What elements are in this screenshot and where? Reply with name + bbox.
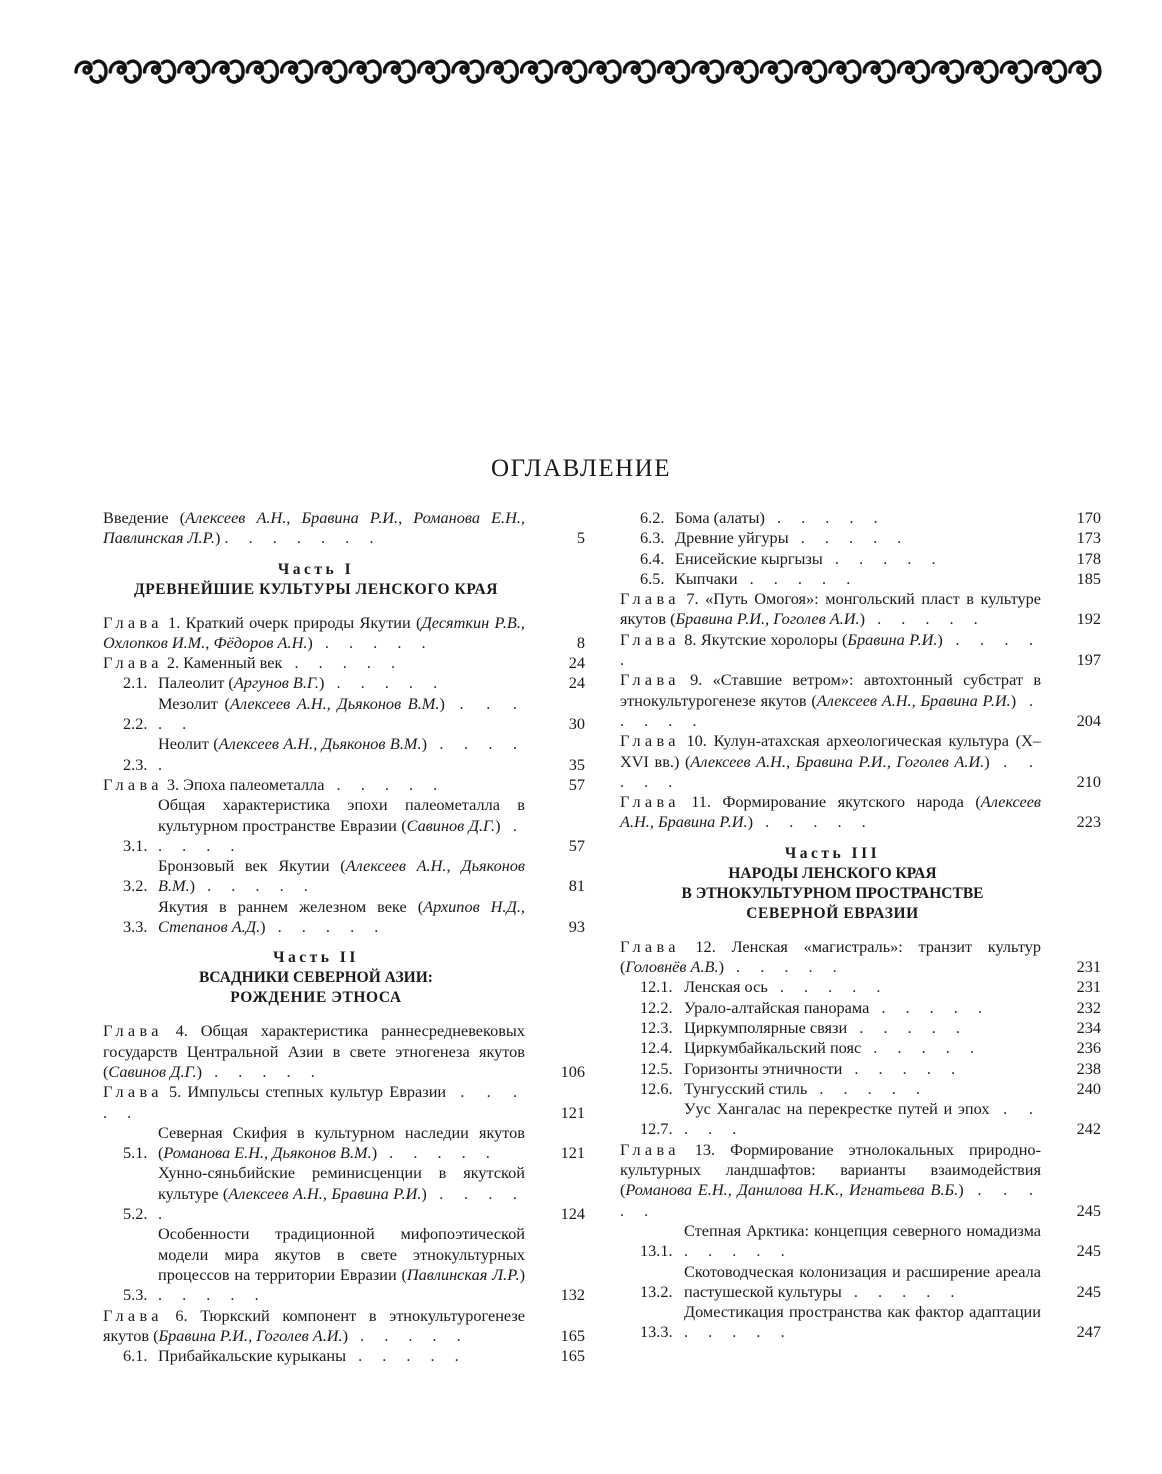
entry-authors: Павлинская Л.Р. <box>406 1264 520 1284</box>
part-title: СЕВЕРНОЙ ЕВРАЗИИ <box>746 904 919 922</box>
entry-number: 13.2. <box>640 1281 673 1301</box>
entry-number: 3.3. <box>123 917 148 937</box>
entry-page: 30 <box>568 714 585 734</box>
toc-entry[interactable] <box>620 1038 1101 1058</box>
leader-dots: . . . . . <box>377 1143 498 1163</box>
entry-title: Якутские хоролоры ( <box>696 629 848 649</box>
entry-page: 247 <box>1076 1322 1101 1342</box>
entry-number: 12.5. <box>640 1058 673 1078</box>
part-title: РОЖДЕНИЕ ЭТНОСА <box>230 989 402 1007</box>
entry-number: 3. <box>162 774 180 794</box>
entry-title: Уус Хангалас на перекрестке путей и эпох <box>684 1099 990 1119</box>
toc-entry[interactable] <box>620 569 1101 589</box>
entry-page: 173 <box>1076 528 1101 548</box>
entry-page: 178 <box>1076 548 1101 568</box>
chapter-prefix: Глава <box>620 792 680 812</box>
toc-entry[interactable]: 5.2. Хунно-сяньбийские реминисценции в якутской культуре (Алексеев А.Н., Бравина Р.И.) . . . . . 124 <box>123 1163 585 1224</box>
entry-title: Ленская ось <box>684 977 768 997</box>
entry-page: 121 <box>560 1102 585 1122</box>
entry-authors: Десяткин Р.В., Охлопков И.М., Фёдоров А.Н. <box>103 612 525 652</box>
entry-title: Общая характеристика эпохи палеометалла в культурном пространстве Евразии ( <box>158 795 525 835</box>
entry-number: 1. <box>162 612 181 632</box>
toc-entry[interactable]: 3.1. Общая характеристика эпохи палеометалла в культурном пространстве Евразии (Савинов Д.Г.) . . . . . 57 <box>123 795 585 855</box>
entry-title: Ленская «магистраль»: транзит культур ( <box>620 936 1042 977</box>
chapter-prefix: Глава <box>620 731 680 751</box>
entry-authors: Савинов Д.Г. <box>108 1061 197 1081</box>
entry-number: 2. <box>162 653 180 673</box>
leader-dots: . . . . . <box>767 977 889 997</box>
leader-dots: . . . . . <box>684 1322 793 1342</box>
toc-entry[interactable]: 5.3. Особенности традиционной мифопоэтической модели мира якутов в свете этнокультурных процессов на территории Евразии (Павлинская Л.Р.) . . . . . 132 <box>123 1224 585 1305</box>
entry-page: 192 <box>1076 609 1101 629</box>
toc-entry[interactable]: Глава 4. Общая характеристика раннесредневековых государств Центральной Азии в свете этногенеза якутов (Савинов Д.Г.) . . . . . 106 <box>103 1021 585 1081</box>
entry-number: 2.1. <box>123 673 148 693</box>
entry-title: Степная Арктика: концепция северного номадизма <box>684 1220 1041 1240</box>
chapter-prefix: Глава <box>103 774 163 794</box>
entry-title: Эпоха палеометалла <box>179 774 325 794</box>
entry-page: 132 <box>560 1285 585 1305</box>
page-title: ОГЛАВЛЕНИЕ <box>491 455 671 482</box>
entry-authors: Бравина Р.И., Гоголев А.И. <box>675 609 860 629</box>
toc-entry[interactable]: 3.2. Бронзовый век Якутии (Алексеев А.Н., Дьяконов В.М.) . . . . . 81 <box>123 856 585 896</box>
entry-page: 245 <box>1076 1200 1101 1220</box>
entry-number: 12.6. <box>640 1078 673 1098</box>
toc-list <box>103 1021 585 1366</box>
entry-authors: Алексеев А.Н., Бравина Р.И. <box>620 792 1041 832</box>
leader-dots: . . . . . <box>788 528 910 548</box>
leader-dots: . . . . . <box>158 815 525 855</box>
toc-list <box>620 937 1101 1343</box>
entry-title: Введение ( <box>103 508 186 527</box>
entry-page: 81 <box>568 876 585 896</box>
entry-page: 165 <box>560 1346 585 1366</box>
meander-ornament <box>74 55 1102 89</box>
chapter-prefix: Глава <box>620 1139 680 1159</box>
entry-page: 185 <box>1076 568 1101 588</box>
entry-authors: Алексеев А.Н., Бравина Р.И., Романова Е.Н., Павлинская Л.Р. <box>103 508 525 548</box>
entry-number: 7. <box>679 589 699 609</box>
entry-page: 197 <box>1076 650 1101 670</box>
toc-entry[interactable]: 2.3. Неолит (Алексеев А.Н., Дьяконов В.М.) . . . . . 35 <box>123 734 585 774</box>
toc-entry[interactable]: Глава 11. Формирование якутского народа (Алексеев А.Н., Бравина Р.И.) . . . . . 223 <box>620 792 1101 832</box>
chapter-prefix: Глава <box>103 1305 163 1325</box>
entry-title: Древние уйгуры <box>675 528 789 548</box>
entry-title: Урало-алтайская панорама <box>684 997 870 1017</box>
entry-number: 6.5. <box>640 568 665 588</box>
entry-title: Тунгусский стиль <box>684 1078 808 1098</box>
leader-dots: . . . . . <box>847 1017 968 1037</box>
part-heading <box>103 948 585 1008</box>
leader-dots: . . . . . <box>282 653 404 673</box>
entry-page: 231 <box>1076 957 1101 977</box>
toc-entry[interactable]: Глава 12. Ленская «магистраль»: транзит культур (Головнёв А.В.) . . . . . 231 <box>620 936 1101 977</box>
entry-number: 12.4. <box>640 1038 673 1058</box>
leader-dots: . . . . . <box>158 734 526 774</box>
entry-page: 165 <box>560 1325 585 1345</box>
toc-entry[interactable]: Глава 1. Краткий очерк природы Якутии (Десяткин Р.В., Охлопков И.М., Фёдоров А.Н.) . . . . . 8 <box>103 612 585 652</box>
entry-number: 13.1. <box>640 1241 673 1261</box>
entry-page: 204 <box>1076 710 1101 730</box>
entry-page: 93 <box>568 917 585 937</box>
leader-dots: . . . . . <box>202 1061 323 1081</box>
chapter-prefix: Глава <box>103 1021 163 1041</box>
entry-title: Кулун-атахская археологическая культура (X–XVI вв.) ( <box>620 731 1041 771</box>
toc-entry[interactable]: 3.3. Якутия в раннем железном веке (Архипов Н.Д., Степанов А.Д.) . . . . . 93 <box>123 896 585 937</box>
part-title: ДРЕВНЕЙШИЕ КУЛЬТУРЫ ЛЕНСКОГО КРАЯ <box>133 580 499 598</box>
leader-dots: . . . . . <box>620 629 1042 670</box>
toc-entry[interactable] <box>103 653 585 673</box>
entry-number: 5.2. <box>123 1204 148 1224</box>
entry-title: Прибайкальские курыканы <box>158 1346 347 1366</box>
chapter-prefix: Глава <box>620 589 680 609</box>
entry-title: Каменный век <box>179 653 283 673</box>
entry-authors: Алексеев А.Н., Бравина Р.И., Гоголев А.И. <box>690 751 985 771</box>
entry-page: 245 <box>1076 1281 1101 1301</box>
leader-dots: . . . . . . . <box>224 528 382 548</box>
entry-page: 124 <box>560 1204 585 1224</box>
toc-entry[interactable]: Глава 6. Тюркский компонент в этнокультурогенезе якутов (Бравина Р.И., Гоголев А.И.) . . . . . 165 <box>103 1305 585 1345</box>
entry-authors: Савинов Д.Г. <box>406 815 496 835</box>
entry-number: 3.2. <box>123 876 148 896</box>
entry-authors: Романова Е.Н., Дьяконов В.М. <box>163 1143 372 1163</box>
entry-number: 5. <box>162 1082 182 1102</box>
entry-number: 9. <box>679 670 703 690</box>
toc-list <box>103 613 585 938</box>
toc-entry[interactable] <box>620 977 1101 997</box>
entry-authors: Романова Е.Н., Данилова Н.К., Игнатьева В.Б. <box>625 1180 959 1200</box>
entry-title: Доместикация пространства как фактор адаптации <box>684 1302 1041 1322</box>
toc-entry[interactable]: Глава 10. Кулун-атахская археологическая культура (X–XVI вв.) (Алексеев А.Н., Бравина Р.И., Гоголев А.И.) . . . . . 210 <box>620 731 1101 791</box>
toc-entry-intro[interactable]: Введение (Алексеев А.Н., Бравина Р.И., Романова Е.Н., Павлинская Л.Р.) . . . . . . . 5 <box>103 508 585 548</box>
entry-title: Скотоводческая колонизация и расширение ареала пастушеской культуры <box>684 1261 1041 1301</box>
toc-entry[interactable] <box>620 549 1101 569</box>
entry-authors: Алексеев А.Н., Дьяконов В.М. <box>218 734 422 754</box>
chapter-prefix: Глава <box>103 653 163 673</box>
toc-entry[interactable]: 5.1. Северная Скифия в культурном наследии якутов (Романова Е.Н., Дьяконов В.М.) . . . . . 121 <box>123 1122 585 1163</box>
leader-dots: . . . . . <box>346 1346 467 1366</box>
entry-number: 6.3. <box>640 528 665 548</box>
entry-title: Особенности традиционной мифопоэтической модели мира якутов в свете этнокультурных процессов на территории Евразии ( <box>158 1224 525 1284</box>
entry-number: 13.3. <box>640 1322 673 1342</box>
entry-authors: Бравина Р.И. <box>847 629 938 649</box>
entry-number: 12.3. <box>640 1017 673 1037</box>
entry-number: 12.1. <box>640 977 673 997</box>
entry-number: 10. <box>679 731 707 751</box>
entry-title: Енисейские кыргызы <box>675 548 823 568</box>
entry-page: 5 <box>576 528 585 548</box>
entry-authors: Бравина Р.И., Гоголев А.И. <box>158 1325 343 1345</box>
chapter-prefix: Глава <box>620 629 680 649</box>
toc-entry[interactable] <box>620 528 1101 548</box>
toc-entry[interactable] <box>620 1079 1101 1099</box>
entry-title: Мезолит ( <box>158 693 230 713</box>
toc-entry[interactable] <box>620 1302 1101 1343</box>
entry-number: 3.1. <box>123 835 148 855</box>
entry-page: 232 <box>1076 997 1101 1017</box>
entry-page: 57 <box>568 835 585 855</box>
entry-number: 5.3. <box>123 1285 148 1305</box>
leader-dots: . . . . . <box>158 1285 267 1305</box>
toc-entry[interactable]: Глава 9. «Ставшие ветром»: автохтонный субстрат в этнокультурогенезе якутов (Алексеев А.Н., Бравина Р.И.) . . . . . 204 <box>620 670 1101 730</box>
entry-page: 238 <box>1076 1058 1101 1078</box>
leader-dots: . . . . . <box>764 508 886 527</box>
toc-entry[interactable] <box>620 1059 1101 1079</box>
entry-page: 240 <box>1076 1078 1101 1098</box>
toc-entry[interactable] <box>620 508 1101 528</box>
toc-entry[interactable] <box>620 1262 1101 1303</box>
entry-title: Циркумбайкальский пояс <box>684 1038 862 1058</box>
entry-number: 6.1. <box>123 1346 148 1366</box>
entry-number: 12.2. <box>640 997 673 1017</box>
toc-entry[interactable] <box>103 1082 585 1123</box>
leader-dots: . . . . . <box>348 1325 469 1345</box>
toc-left-column <box>103 508 585 1366</box>
chapter-prefix: Глава <box>620 670 680 690</box>
entry-page: 231 <box>1076 977 1101 997</box>
entry-authors: Алексеев А.Н., Дьяконов В.М. <box>229 693 440 713</box>
entry-title: Формирование якутского народа ( <box>711 792 981 812</box>
entry-title: Бома (алаты) <box>675 508 765 527</box>
leader-dots: . . . . . <box>620 690 1042 730</box>
toc-entry[interactable]: Глава 8. Якутские хоролоры (Бравина Р.И.) . . . . . 197 <box>620 629 1101 670</box>
leader-dots: . . . . . <box>265 917 387 937</box>
entry-page: 245 <box>1076 1241 1101 1261</box>
leader-dots: . . . . . <box>684 1241 793 1261</box>
entry-page: 121 <box>560 1143 585 1163</box>
leader-dots: . . . . . <box>807 1078 928 1098</box>
entry-number: 6. <box>162 1305 188 1325</box>
entry-number: 12. <box>679 936 716 956</box>
leader-dots: . . . . . <box>822 548 944 568</box>
toc-entry[interactable] <box>620 998 1101 1018</box>
leader-dots: . . . . . <box>158 1183 525 1224</box>
toc-entry[interactable] <box>620 1018 1101 1038</box>
entry-title: Бронзовый век Якутии ( <box>158 856 346 876</box>
toc-entry[interactable] <box>103 1346 585 1366</box>
entry-title: Северная Скифия в культурном наследии якутов ( <box>158 1122 525 1163</box>
part-title: НАРОДЫ ЛЕНСКОГО КРАЯ <box>728 864 937 882</box>
entry-title: Горизонты этничности <box>684 1058 843 1078</box>
leader-dots: . . . . . <box>861 1038 982 1058</box>
leader-dots: . . . . . <box>312 632 434 652</box>
part-heading <box>103 560 585 600</box>
entry-number: 2.3. <box>123 754 148 774</box>
entry-page: 210 <box>1076 771 1101 791</box>
entry-title: Тюркский компонент в этнокультурогенезе якутов ( <box>103 1305 526 1345</box>
entry-page: 242 <box>1076 1119 1101 1139</box>
entry-title: «Путь Омогоя»: монгольский пласт в культуре якутов ( <box>620 589 1041 629</box>
entry-authors: Алексеев А.Н., Бравина Р.И. <box>816 690 1011 710</box>
toc-entry[interactable] <box>103 775 585 795</box>
part-label: Часть III <box>784 844 881 862</box>
toc-entry[interactable] <box>620 1221 1101 1262</box>
entry-page: 223 <box>1076 812 1101 832</box>
entry-authors: Аргунов В.Г. <box>233 673 320 693</box>
toc-list <box>620 508 1101 833</box>
chapter-prefix: Глава <box>103 1082 163 1102</box>
entry-title: Хунно-сяньбийские реминисценции в якутской культуре ( <box>158 1163 525 1203</box>
part-heading <box>620 844 1101 924</box>
entry-authors: Алексеев А.Н., Дьяконов В.М. <box>158 856 525 896</box>
leader-dots: . . . . . <box>865 609 986 629</box>
entry-title: Краткий очерк природы Якутии ( <box>180 612 422 632</box>
leader-dots: . . . . . <box>842 1058 964 1078</box>
entry-title: Неолит ( <box>158 734 219 754</box>
leader-dots: . . . . . <box>869 997 990 1017</box>
leader-dots: . . . . . <box>324 673 446 693</box>
entry-number: 5.1. <box>123 1143 148 1163</box>
entry-number: 13. <box>679 1139 716 1159</box>
entry-number: 11. <box>679 792 712 812</box>
entry-authors: Алексеев А.Н., Бравина Р.И. <box>228 1183 422 1203</box>
entry-title: Кыпчаки <box>675 568 738 588</box>
entry-number: 12.7. <box>640 1119 673 1139</box>
entry-page: 8 <box>576 632 585 652</box>
toc-entry[interactable]: Глава 7. «Путь Омогоя»: монгольский пласт в культуре якутов (Бравина Р.И., Гоголев А.И.) . . . . . 192 <box>620 589 1101 629</box>
entry-page: 234 <box>1076 1017 1101 1037</box>
toc-entry[interactable]: Глава 13. Формирование этнолокальных природно-культурных ландшафтов: варианты взаимодействия (Романова Е.Н., Данилова Н.К., Игнатьева В.Б.) . . . . . 245 <box>620 1139 1101 1220</box>
entry-number: 8. <box>679 629 697 649</box>
chapter-prefix: Глава <box>620 936 680 956</box>
leader-dots: . . . . . <box>324 774 446 794</box>
entry-page: 57 <box>568 774 585 794</box>
leader-dots: . . . . . <box>103 1082 526 1122</box>
leader-dots: . . . . . <box>737 568 859 588</box>
toc-right-column <box>620 508 1101 1343</box>
entry-title: «Ставшие ветром»: автохтонный субстрат в этнокультурогенезе якутов ( <box>620 670 1042 710</box>
part-label: Часть II <box>273 949 359 967</box>
chapter-prefix: Глава <box>103 612 163 632</box>
entry-authors: Головнёв А.В. <box>625 957 719 977</box>
part-label: Часть I <box>277 560 355 578</box>
entry-title: Импульсы степных культур Евразии <box>181 1082 447 1102</box>
entry-title: Палеолит ( <box>158 673 234 693</box>
entry-title: Общая характеристика раннесредневековых государств Центральной Азии в свете этногенеза якутов ( <box>103 1021 526 1081</box>
leader-dots: . . . . . <box>841 1281 963 1301</box>
entry-page: 35 <box>568 754 585 774</box>
entry-title: Якутия в раннем железном веке ( <box>158 896 424 916</box>
toc-entry[interactable] <box>620 1099 1101 1140</box>
leader-dots: . . . . . <box>158 693 526 734</box>
entry-page: 106 <box>560 1061 585 1081</box>
leader-dots: . . . . . <box>723 957 845 977</box>
toc-entry[interactable]: 2.2. Мезолит (Алексеев А.Н., Дьяконов В.М.) . . . . . 30 <box>123 693 585 734</box>
leader-dots: . . . . . <box>684 1099 1041 1139</box>
toc-entry[interactable]: 2.1. Палеолит (Аргунов В.Г.) . . . . . 24 <box>123 673 585 693</box>
entry-page: 24 <box>568 653 585 673</box>
entry-page: 24 <box>568 673 585 693</box>
part-title: В ЭТНОКУЛЬТУРНОМ ПРОСТРАНСТВЕ <box>681 884 984 902</box>
leader-dots: . . . . . <box>753 812 874 832</box>
entry-number: 6.2. <box>640 508 665 527</box>
part-title: ВСАДНИКИ СЕВЕРНОЙ АЗИИ: <box>199 969 433 987</box>
entry-number: 2.2. <box>123 714 148 734</box>
entry-page: 236 <box>1076 1038 1101 1058</box>
entry-page: 170 <box>1076 508 1101 527</box>
leader-dots: . . . . . <box>620 1180 1041 1220</box>
entry-number: 6.4. <box>640 548 665 568</box>
leader-dots: . . . . . <box>620 751 1041 791</box>
entry-title: Формирование этнолокальных природно-культурных ландшафтов: варианты взаимодействия ( <box>620 1139 1041 1200</box>
leader-dots: . . . . . <box>195 876 316 896</box>
entry-title: Циркумполярные связи <box>684 1017 848 1037</box>
entry-number: 4. <box>162 1021 188 1041</box>
entry-authors: Архипов Н.Д., Степанов А.Д. <box>158 896 525 937</box>
